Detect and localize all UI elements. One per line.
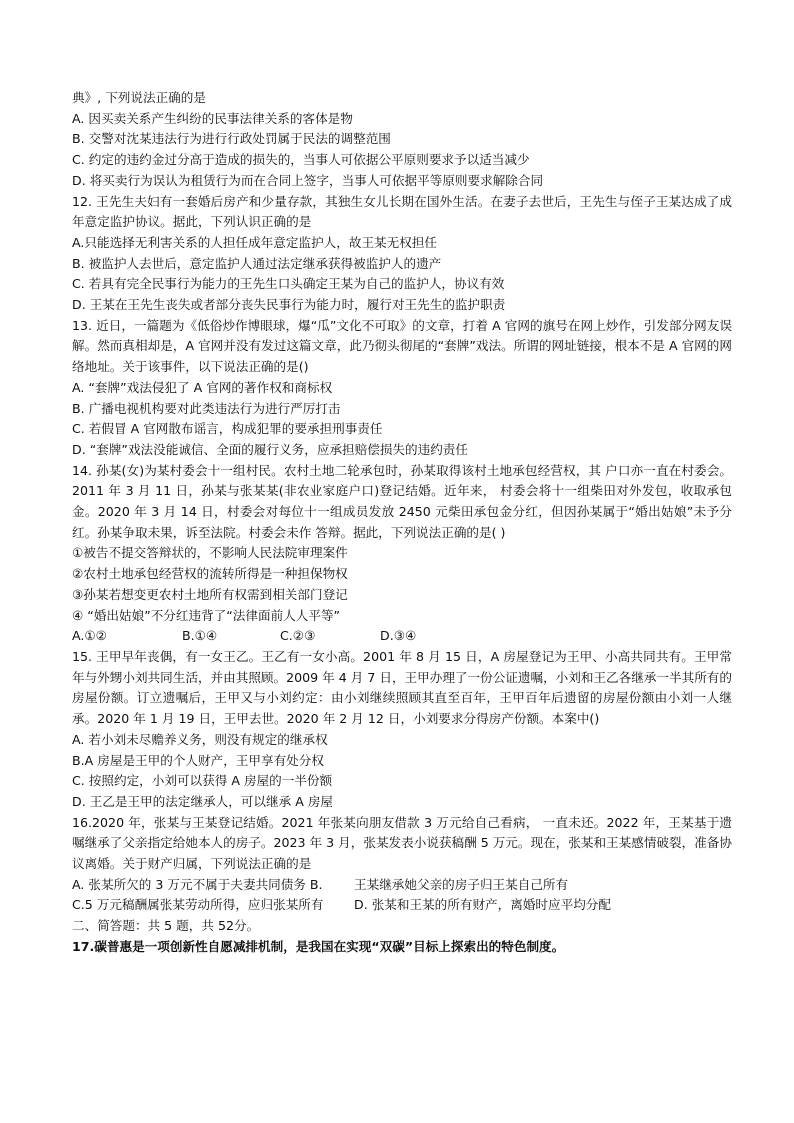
option-d: D.③④ [380, 628, 417, 644]
option-b: B. 广播电视机构要对此类违法行为进行严厉打击 [72, 400, 341, 416]
question-15 [72, 647, 732, 813]
question-stem: 典》, 下列说法正确的是 [72, 90, 206, 105]
option-a: A. 张某所欠的 3 万元不属于夫妻共同债务 B. [72, 876, 323, 892]
option-d: D. “套牌”戏法没能诚信、全面的履行义务，应承担赔偿损失的违约责任 [72, 441, 468, 457]
option-a: A. 因买卖关系产生纠纷的民事法律关系的客体是物 [72, 110, 353, 126]
option-b: B.A 房屋是王甲的个人财产，王甲享有处分权 [72, 752, 324, 768]
option-a: A. 若小刘未尽赡养义务，则没有规定的继承权 [72, 731, 328, 747]
option-c: C. 约定的违约金过分高于造成的损失的，当事人可依据公平原则要求予以适当减少 [72, 152, 530, 168]
option-b: B. 交警对沈某违法行为进行行政处罚属于民法的调整范围 [72, 131, 391, 147]
statement-1: ①被告不提交答辩状的，不影响人民法院审理案件 [72, 545, 348, 561]
option-b-text: 王某继承她父亲的房子归王某自己所有 [354, 876, 569, 892]
question-16 [72, 813, 732, 917]
statement-4: ④ “婚出姑娘”不分红违背了“法律面前人人平等” [72, 607, 341, 623]
question-stem: 14. 孙某(女)为某村委会十一组村民。农村土地二轮承包时，孙某取得该村土地承包经营权，其 户口亦一直在村委会。2011 年 3 月 11 日，孙某与张某某(非农业家庭户口)登记结婚。近年来， 村委会将十一组柴田对外发包，收取承包金。2020 年 3 月 14 日，村委会对每位十一组成员发放 2450 元柴田承包金分红，但因孙某属于“婚出姑娘”未予分红。孙某争取未果，诉至法院。村委会未作 答辩。据此，下列说法正确的是( ) [72, 462, 732, 540]
question-stem: 15. 王甲早年丧偶，有一女王乙。王乙有一女小高。2001 年 8 月 15 日，A 房屋登记为王甲、小高共同共有。王甲常年与外甥小刘共同生活，并由其照顾。2009 年 4 月 7 日，王甲办理了一份公证遗嘱，小刘和王乙各继承一半其所有的房屋份额。订立遗嘱后，王甲又与小刘约定：由小刘继续照顾其直至百年，王甲百年后遗留的房屋份额由小刘一人继承。2020 年 1 月 19 日，王甲去世。2020 年 2 月 12 日，小刘要求分得房产份额。本案中() [72, 648, 732, 727]
option-c: C.5 万元稿酬属张某劳动所得，应归张某所有 [72, 897, 324, 913]
statement-2: ②农村土地承包经营权的流转所得是一种担保物权 [72, 566, 348, 582]
section-heading: 二、简答题：共 5 题，共 52分。 [72, 918, 260, 934]
question-14 [72, 461, 732, 647]
question-12 [72, 192, 732, 316]
option-c: C. 按照约定，小刘可以获得 A 房屋的一半份额 [72, 773, 333, 789]
question-stem: 12. 王先生夫妇有一套婚后房产和少量存款，其独生女儿长期在国外生活。在妻子去世后，王先生与侄子王某达成了成年意定监护协议。据此，下列认识正确的是 [72, 193, 732, 230]
option-d: D. 将买卖行为误认为租赁行为而在合同上签字，当事人可依据平等原则要求解除合同 [72, 172, 544, 188]
option-row-2 [72, 895, 732, 916]
question-11 [72, 88, 732, 192]
option-c: C. 若假冒 A 官网散布谣言，构成犯罪的要承担刑事责任 [72, 421, 383, 437]
option-a: A. “套牌”戏法侵犯了 A 官网的著作权和商标权 [72, 379, 333, 395]
question-stem: 17.碳普惠是一项创新性自愿减排机制，是我国在实现“双碳”目标上探索出的特色制度。 [72, 938, 565, 954]
option-b: B.①④ [182, 628, 218, 644]
option-row [72, 626, 732, 647]
question-stem: 13. 近日，一篇题为《低俗炒作博眼球，爆“瓜”文化不可取》的文章，打着 A 官网的旗号在网上炒作，引发部分网友误解。然而真相却是，A 官网并没有发过这篇文章，此乃彻头彻尾的“套牌”戏法。所谓的网址链接，根本不是 A 官网的网络地址。关于该事件，以下说法正确的是() [72, 317, 732, 375]
question-stem: 16.2020 年，张某与王某登记结婚。2021 年张某向朋友借款 3 万元给自己看病， 一直未还。2022 年，王某基于遗嘱继承了父亲指定给她本人的房子。2023 年 3 月，张某发表小说获稿酬 5 万元。现在，张某和王某感情破裂，准备协议离婚。关于财产归属，下列说法正确的是 [72, 814, 732, 872]
option-c: C.②③ [280, 628, 316, 644]
option-d: D. 王某在王先生丧失或者部分丧失民事行为能力时，履行对王先生的监护职责 [72, 297, 506, 313]
option-a: A.只能选择无利害关系的人担任成年意定监护人，故王某无权担任 [72, 234, 438, 250]
option-d: D. 张某和王某的所有财产，离婚时应平均分配 [354, 897, 611, 913]
option-a: A.①② [72, 628, 107, 644]
option-row-1 [72, 875, 732, 896]
exam-page [72, 88, 732, 958]
question-17 [72, 937, 732, 958]
option-b: B. 被监护人去世后，意定监护人通过法定继承获得被监护人的遗产 [72, 255, 442, 271]
statement-3: ③孙某若想变更农村土地所有权需到相关部门登记 [72, 586, 348, 602]
option-c: C. 若具有完全民事行为能力的王先生口头确定王某为自己的监护人，协议有效 [72, 276, 505, 292]
option-d: D. 王乙是王甲的法定继承人，可以继承 A 房屋 [72, 793, 334, 809]
question-13 [72, 316, 732, 461]
